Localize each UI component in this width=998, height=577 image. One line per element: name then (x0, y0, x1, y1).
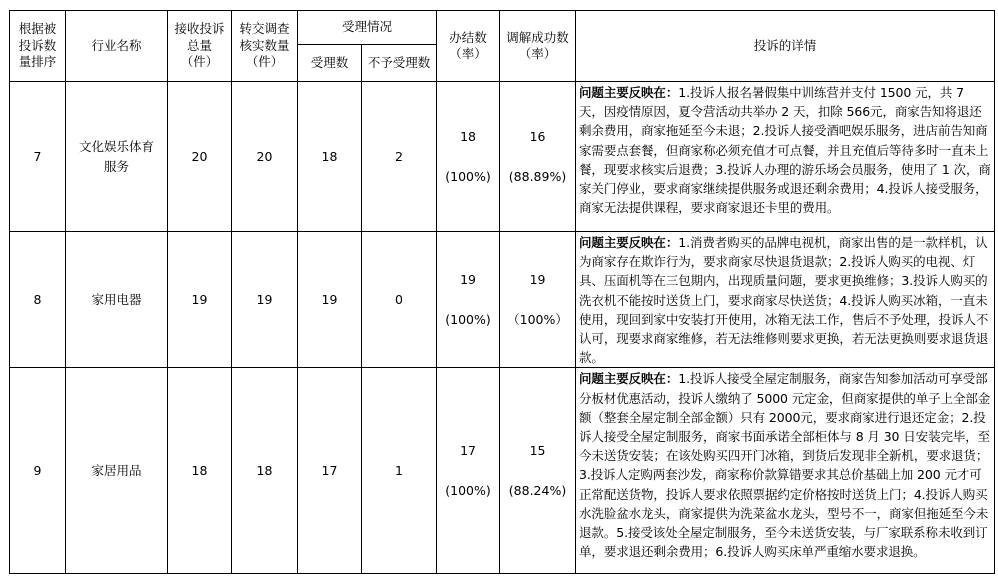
mediated-cell: 16 (88.89%) (500, 82, 576, 232)
transferred-cell: 20 (232, 82, 298, 232)
header-concluded: 办结数（率） (437, 11, 500, 82)
header-not-accepted: 不予受理数 (362, 45, 437, 82)
industry-cell: 家用电器 (66, 232, 168, 368)
header-received: 接收投诉总量（件） (168, 11, 232, 82)
header-row (10, 11, 995, 45)
header-acceptance: 受理情况 (298, 11, 437, 45)
detail-cell (576, 232, 995, 368)
transferred-cell: 18 (232, 368, 298, 574)
detail-text: 1.投诉人报名暑假集中训练营并支付 1500 元，共 7 天，因疫情原因，夏令营活动共举办 2 天，扣除 566元，商家告知将退还剩余费用，商家拖延至今未退；2.投诉人接受酒吧娱乐服务，进店前告知商家需要点套餐，但商家称必须充值才可点餐，并且充值后等待多时一直未上餐，现要求核实后退费；3.投诉人办理的游乐场会员服务，使用了 1 次，商家关门停业，要求商家继续提供服务或退还剩余费用；4.投诉人接受服务，商家无法提供课程，要求商家退还卡里的费用。 (579, 85, 991, 216)
header-mediated: 调解成功数（率） (500, 11, 576, 82)
not-accepted-cell: 2 (362, 82, 437, 232)
accepted-cell: 18 (298, 82, 362, 232)
detail-label: 问题主要反映在： (579, 235, 679, 250)
concluded-cell: 19 (100%) (437, 232, 500, 368)
table-row (10, 368, 995, 574)
complaint-table (9, 10, 995, 574)
table-row (10, 82, 995, 232)
not-accepted-cell: 0 (362, 232, 437, 368)
transferred-cell: 19 (232, 232, 298, 368)
detail-cell (576, 82, 995, 232)
detail-label: 问题主要反映在： (579, 371, 679, 387)
mediated-cell: 19 （100%） (500, 232, 576, 368)
table-row (10, 232, 995, 368)
header-transferred: 转交调查核实数量（件） (232, 11, 298, 82)
received-cell: 19 (168, 232, 232, 368)
header-details: 投诉的详情 (576, 11, 995, 82)
detail-label: 问题主要反映在： (579, 85, 679, 100)
detail-cell (576, 368, 995, 574)
concluded-cell: 18 (100%) (437, 82, 500, 232)
industry-cell: 文化娱乐体育服务 (66, 82, 168, 232)
header-rank: 根据被投诉数量排序 (10, 11, 66, 82)
detail-text: 1.投诉人接受全屋定制服务，商家告知参加活动可享受部分板材优惠活动，投诉人缴纳了 5000 元定金，但商家提供的单子上全部金额（整套全屋定制全部金额）只有 2000元，要求商家进行退还定金；2.投诉人接受全屋定制服务，商家书面承诺全部柜体与 8 月 30 日安装完毕，至今未送货安装；在该处购买四开门冰箱，到货后发现非全新机，要求退货；3.投诉人定购两套沙发，商家称价款算错要求其总价基础上加 200 元才可正常配送货物，投诉人要求依照票据约定价格按时送货上门；4.投诉人购买水洗脸盆水龙头，商家提供为洗菜盆水龙头，型号不一，商家但拖延至今未退款。5.接受该处全屋定制服务，至今未送货安装，与厂家联系称未收到订单，要求退还剩余费用；6.投诉人购买床单严重缩水要求退换。 (579, 371, 991, 560)
detail-text: 1.消费者购买的品牌电视机，商家出售的是一款样机，认为商家存在欺诈行为，要求商家尽快退货退款；2.投诉人购买的电视、灯具、压面机等在三包期内，出现质量问题，要求更换维修；3.投诉人购买的洗衣机不能按时送货上门，要求商家尽快送货；4.投诉人购买冰箱，一直未使用，现回到家中安装打开使用，冰箱无法工作，售后不予处理，投诉人不认可，现要求商家维修，若无法维修则要求更换，若无法更换则要求退货退款。 (579, 235, 989, 366)
rank-cell: 7 (10, 82, 66, 232)
received-cell: 20 (168, 82, 232, 232)
mediated-cell: 15 (88.24%) (500, 368, 576, 574)
accepted-cell: 17 (298, 368, 362, 574)
rank-cell: 9 (10, 368, 66, 574)
industry-cell: 家居用品 (66, 368, 168, 574)
header-industry: 行业名称 (66, 11, 168, 82)
received-cell: 18 (168, 368, 232, 574)
not-accepted-cell: 1 (362, 368, 437, 574)
accepted-cell: 19 (298, 232, 362, 368)
header-accepted: 受理数 (298, 45, 362, 82)
rank-cell: 8 (10, 232, 66, 368)
concluded-cell: 17 (100%) (437, 368, 500, 574)
